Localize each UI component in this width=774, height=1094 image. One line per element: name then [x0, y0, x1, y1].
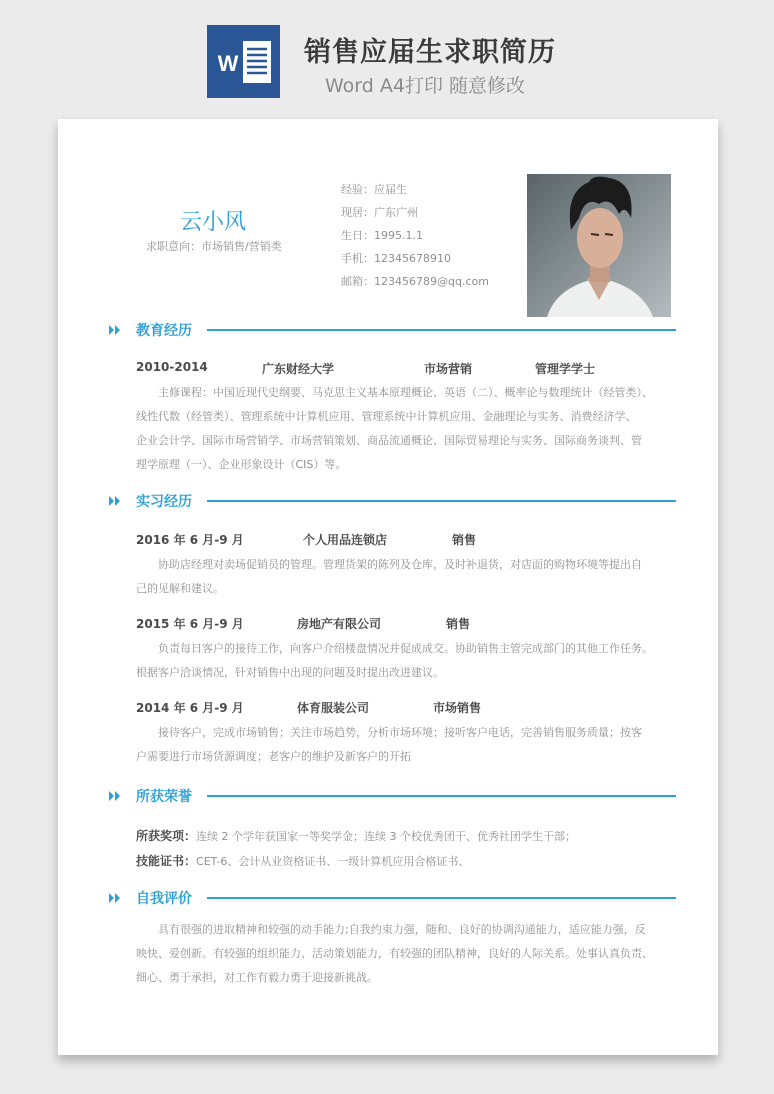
- awards-label: 所获奖项：: [136, 829, 197, 843]
- candidate-name: 云小风: [180, 210, 247, 235]
- double-chevron-icon: [108, 495, 122, 507]
- certs-label: 技能证书：: [136, 854, 197, 868]
- text-line: 协助店经理对卖场促销员的管理。管理货架的陈列及仓库，及时补退货，对店面的购物环境等提出自: [158, 558, 642, 571]
- section-divider: [207, 329, 676, 331]
- job-period: 2016 年 6 月-9 月: [136, 533, 244, 547]
- profile-photo: [527, 174, 671, 317]
- job-role: 市场销售: [433, 701, 482, 715]
- info-experience: 经验：应届生: [341, 183, 407, 196]
- job-period: 2014 年 6 月-9 月: [136, 701, 244, 715]
- job-description: [136, 553, 660, 601]
- word-icon: [207, 25, 280, 98]
- section-self-eval-heading: [108, 888, 676, 908]
- edu-degree: 管理学学士: [535, 362, 596, 376]
- awards-text: 连续 2 个学年获国家一等奖学金；连续 3 个校优秀团干、优秀社团学生干部；: [196, 830, 576, 843]
- text-line: 主修课程：中国近现代史纲要、马克思主义基本原理概论、英语（二）、概率论与数理统计（经管类）、: [158, 386, 653, 399]
- job-company: 体育服装公司: [297, 701, 370, 715]
- section-education-heading: [108, 320, 676, 340]
- honors-awards: [136, 827, 576, 844]
- job-intent: 求职意向：市场销售/营销类: [146, 240, 282, 253]
- edu-period: 2010-2014: [136, 360, 208, 374]
- text-line: 负责每日客户的接待工作，向客户介绍楼盘情况并促成成交。协助销售主管完成部门的其他工作任务。: [158, 642, 653, 655]
- section-title: 实习经历: [136, 494, 192, 510]
- text-line: 线性代数（经管类）、管理系统中计算机应用、管理系统中计算机应用、金融理论与实务、消费经济学、: [136, 410, 637, 423]
- double-chevron-icon: [108, 324, 122, 336]
- honors-certs: [136, 852, 469, 869]
- double-chevron-icon: [108, 790, 122, 802]
- text-line: 具有很强的进取精神和较强的动手能力;自我约束力强，随和、良好的协调沟通能力，适应能力强，反: [158, 923, 646, 936]
- double-chevron-icon: [108, 892, 122, 904]
- info-location: 现居：广东广州: [341, 206, 418, 219]
- text-line: 己的见解和建议。: [136, 582, 224, 595]
- section-title: 自我评价: [136, 891, 192, 907]
- text-line: 企业会计学、国际市场营销学、市场营销策划、商品流通概论、国际贸易理论与实务、国际商务谈判、管: [136, 434, 642, 447]
- edu-major: 市场营销: [424, 362, 473, 376]
- certs-text: CET-6、会计从业资格证书、一级计算机应用合格证书、: [196, 855, 470, 868]
- section-title: 所获荣誉: [136, 789, 192, 805]
- job-description: [136, 721, 660, 769]
- info-birthday: 生日：1995.1.1: [341, 229, 423, 242]
- page-subtitle: Word A4打印 随意修改: [325, 75, 526, 97]
- job-role: 销售: [452, 533, 477, 547]
- text-line: 理学原理（一）、企业形象设计（CIS）等。: [136, 458, 347, 471]
- job-period: 2015 年 6 月-9 月: [136, 617, 244, 631]
- edu-courses: [136, 381, 660, 477]
- job-role: 销售: [446, 617, 471, 631]
- word-icon-letter: W: [217, 51, 239, 76]
- job-company: 个人用品连锁店: [303, 533, 388, 547]
- edu-school: 广东财经大学: [262, 362, 335, 376]
- page-title: 销售应届生求职简历: [304, 37, 556, 68]
- info-email: 邮箱：123456789@qq.com: [341, 275, 489, 288]
- job-company: 房地产有限公司: [297, 617, 382, 631]
- section-internship-heading: [108, 491, 676, 511]
- text-line: 细心、勇于承担，对工作有毅力勇于迎接新挑战。: [136, 971, 378, 984]
- job-description: [136, 637, 660, 685]
- section-honors-heading: [108, 786, 676, 806]
- section-title: 教育经历: [136, 323, 192, 339]
- text-line: 户需要进行市场货源调度；老客户的维护及新客户的开拓: [136, 750, 411, 763]
- section-divider: [207, 897, 676, 899]
- info-phone: 手机：12345678910: [341, 252, 451, 265]
- text-line: 根据客户洽谈情况，针对销售中出现的问题及时提出改进建议。: [136, 666, 444, 679]
- self-eval-text: [136, 918, 660, 990]
- section-divider: [207, 500, 676, 502]
- text-line: 接待客户，完成市场销售；关注市场趋势，分析市场环境；接听客户电话，完善销售服务质量；按客: [158, 726, 642, 739]
- section-divider: [207, 795, 676, 797]
- text-line: 映快、爱创新。有较强的组织能力、活动策划能力，有较强的团队精神，良好的人际关系。处事认真负责、: [136, 947, 653, 960]
